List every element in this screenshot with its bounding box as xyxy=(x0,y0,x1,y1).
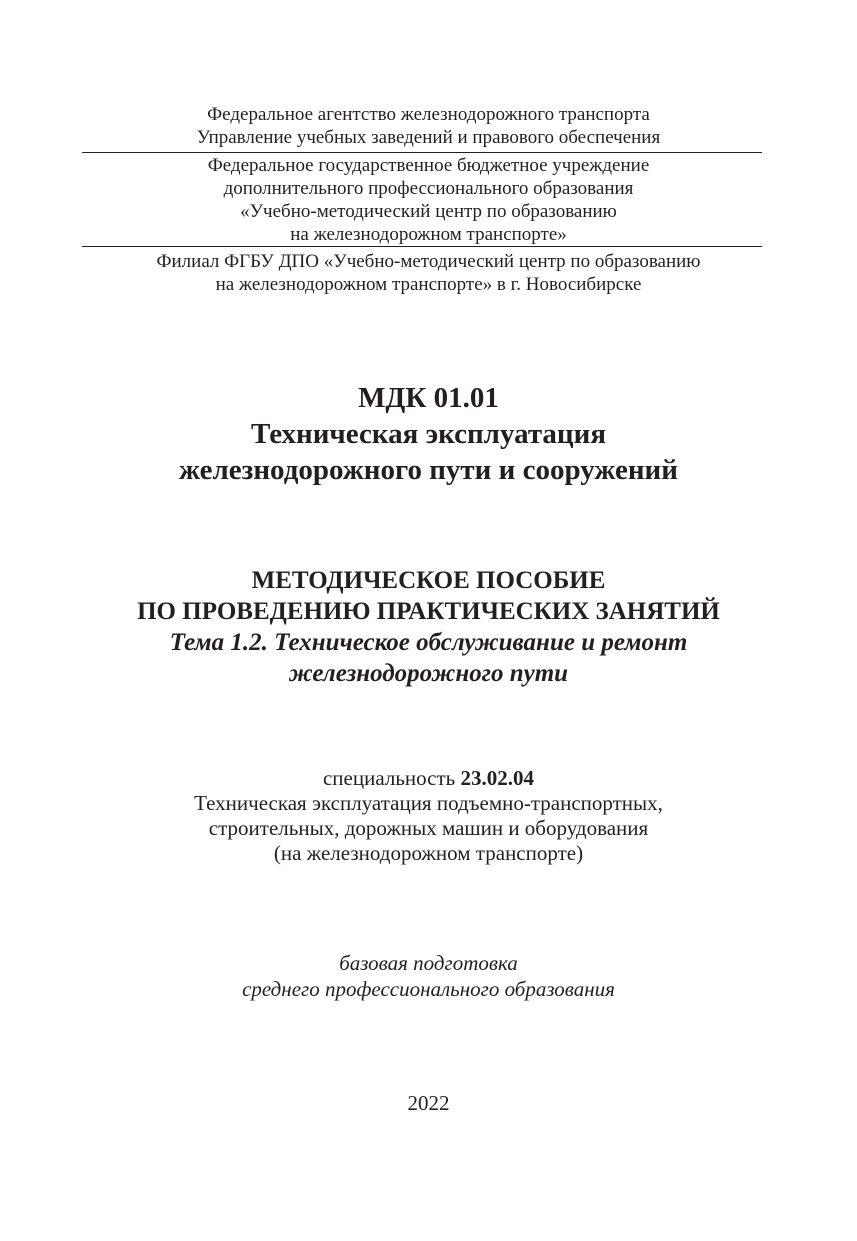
manual-type-line: ПО ПРОВЕДЕНИЮ ПРАКТИЧЕСКИХ ЗАНЯТИЙ xyxy=(137,598,720,625)
level-line: среднего профессионального образования xyxy=(242,977,615,1001)
course-title xyxy=(0,380,857,488)
specialty-block xyxy=(0,766,857,866)
specialty-name-line: Техническая эксплуатация подъемно-транспортных, xyxy=(194,791,663,815)
specialty-label-line xyxy=(0,766,857,791)
publication-year: 2022 xyxy=(407,1091,450,1115)
institution-line: Федеральное государственное бюджетное учреждение xyxy=(207,155,650,176)
manual-heading xyxy=(0,565,857,689)
specialty-name-line: (на железнодорожном транспорте) xyxy=(273,841,584,865)
agency-line: Управление учебных заведений и правового обеспечения xyxy=(196,127,661,148)
header-divider xyxy=(82,246,762,247)
education-level xyxy=(0,950,857,1002)
institution-header xyxy=(0,154,857,246)
institution-line: «Учебно-методический центр по образованию xyxy=(240,201,617,222)
branch-line: на железнодорожном транспорте» в г. Новосибирске xyxy=(215,274,642,295)
agency-line: Федеральное агентство железнодорожного транспорта xyxy=(207,104,650,125)
specialty-code: 23.02.04 xyxy=(460,766,534,790)
institution-line: дополнительного профессионального образования xyxy=(223,178,634,199)
theme-line: Тема 1.2. Техническое обслуживание и ремонт xyxy=(169,629,688,656)
level-line: базовая подготовка xyxy=(339,951,518,975)
branch-header xyxy=(0,250,857,296)
course-title-line: железнодорожного пути и сооружений xyxy=(179,454,678,486)
manual-type-line: МЕТОДИЧЕСКОЕ ПОСОБИЕ xyxy=(251,567,606,594)
course-code: МДК 01.01 xyxy=(358,382,499,414)
header-divider xyxy=(82,152,762,153)
institution-line: на железнодорожном транспорте» xyxy=(290,224,567,245)
agency-header xyxy=(0,103,857,149)
specialty-name-line: строительных, дорожных машин и оборудования xyxy=(208,816,649,840)
specialty-label: специальность xyxy=(322,766,456,790)
branch-line: Филиал ФГБУ ДПО «Учебно-методический центр по образованию xyxy=(156,251,701,272)
course-title-line: Техническая эксплуатация xyxy=(250,418,607,450)
theme-line: железнодорожного пути xyxy=(288,660,569,687)
